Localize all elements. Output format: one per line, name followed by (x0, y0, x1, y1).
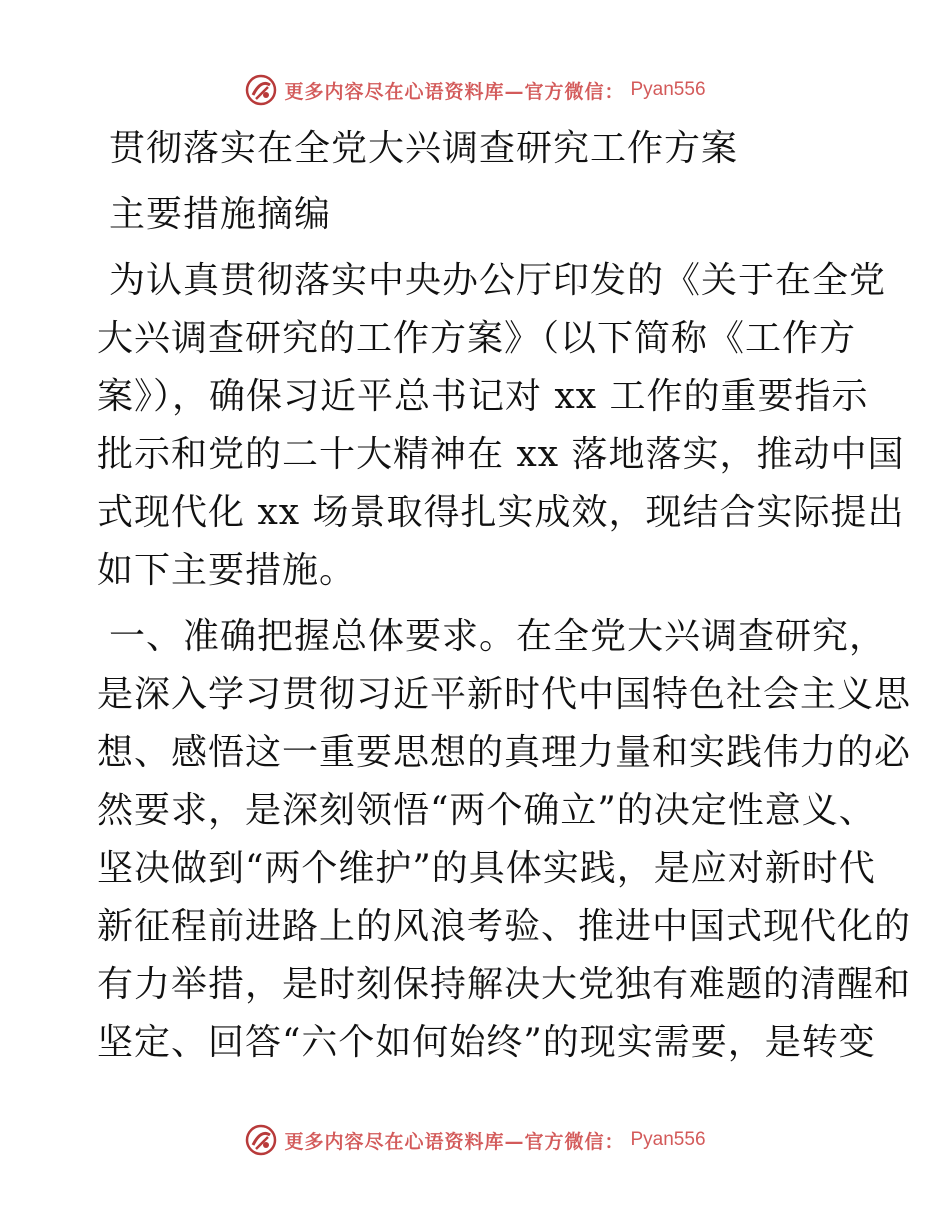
logo-icon (244, 1123, 278, 1157)
text-line: 一、准确把握总体要求。在全党大兴调查研究， (109, 616, 887, 657)
text-line: 然要求，是深刻领悟“两个确立”的决定性意义、 (97, 790, 876, 831)
footer-watermark (0, 1120, 950, 1160)
document-body (97, 120, 912, 1072)
paragraph-intro (97, 252, 905, 600)
document-title: 贯彻落实在全党大兴调查研究工作方案 (109, 128, 739, 169)
text-line: 新征程前进路上的风浪考验、推进中国式现代化的 (97, 906, 912, 947)
text-line: 如下主要措施。 (97, 550, 357, 591)
text-line: 式现代化 xx 场景取得扎实成效，现结合实际提出 (97, 492, 905, 533)
logo-icon (244, 73, 278, 107)
watermark-text: 更多内容尽在心语资料库—官方微信： (284, 80, 625, 103)
text-line: 有力举措，是时刻保持解决大党独有难题的清醒和 (97, 964, 912, 1005)
text-line: 案》），确保习近平总书记对 xx 工作的重要指示 (97, 376, 869, 417)
text-line: 是深入学习贯彻习近平新时代中国特色社会主义思 (97, 674, 912, 715)
watermark-text: 更多内容尽在心语资料库—官方微信： (284, 1130, 625, 1153)
text-line: 批示和党的二十大精神在 xx 落地落实，推动中国 (97, 434, 905, 475)
text-line: 坚决做到“两个维护”的具体实践，是应对新时代 (97, 848, 876, 889)
text-line: 想、感悟这一重要思想的真理力量和实践伟力的必 (97, 732, 912, 773)
header-watermark (0, 70, 950, 110)
watermark-id: Pyan556 (630, 1129, 706, 1150)
text-line: 为认真贯彻落实中央办公厅印发的《关于在全党 (109, 260, 887, 301)
paragraph-section-one (97, 608, 912, 1072)
text-line: 坚定、回答“六个如何始终”的现实需要，是转变 (97, 1022, 876, 1063)
watermark-id: Pyan556 (630, 79, 706, 100)
text-line: 大兴调查研究的工作方案》（以下简称《工作方 (97, 318, 857, 359)
document-subtitle: 主要措施摘编 (109, 194, 332, 235)
